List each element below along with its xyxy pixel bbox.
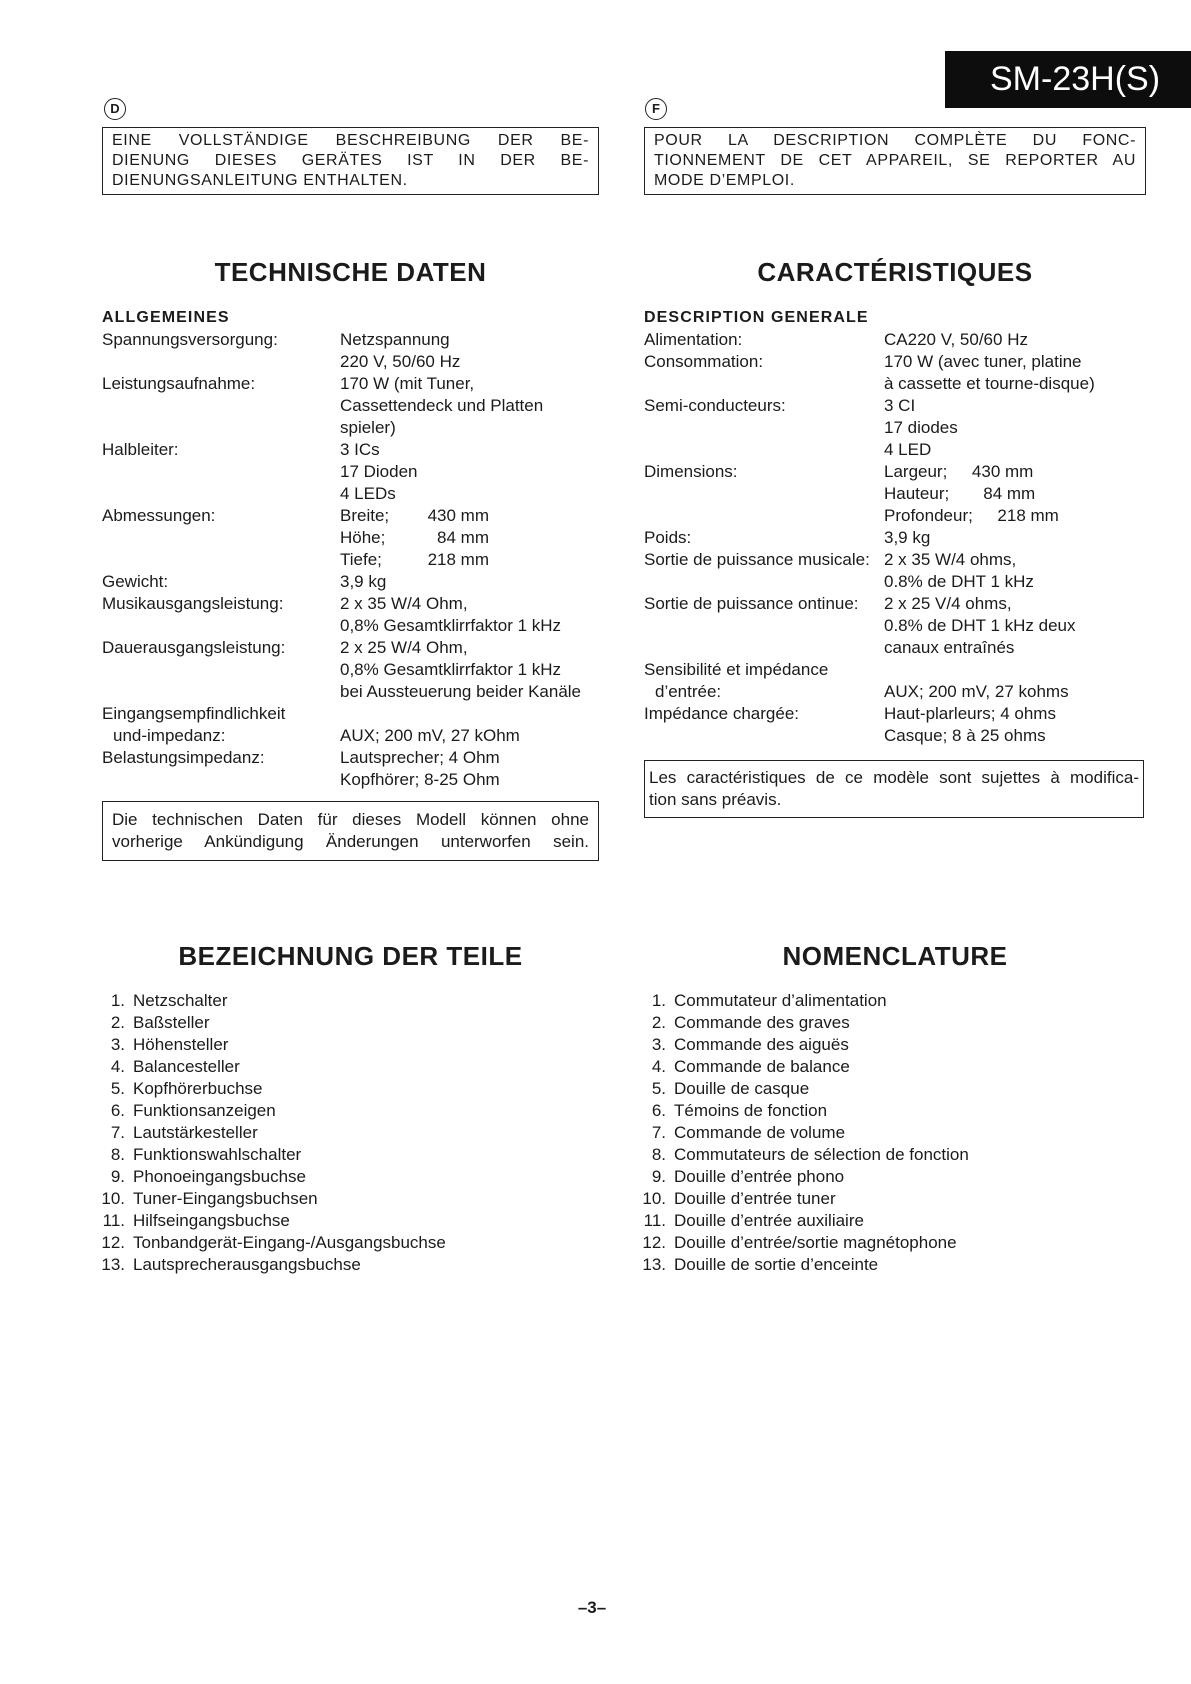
spec-value: Haut-plarleurs; 4 ohms: [884, 704, 1056, 723]
spec-label: d’entrée:: [655, 682, 722, 701]
spec-label: Musikausgangsleistung:: [102, 594, 284, 613]
spec-row: [102, 637, 599, 659]
spec-label: und-impedanz:: [113, 726, 226, 745]
item-number: 5.: [651, 1079, 666, 1098]
spec-row: [102, 461, 599, 483]
notice-line: EINE VOLLSTÄNDIGE BESCHREIBUNG DER BE-: [112, 132, 589, 149]
spec-value-cell: [340, 681, 581, 703]
notice-box-de: [102, 127, 599, 195]
spec-value-cell: [884, 483, 1035, 505]
spec-value: spieler): [340, 418, 396, 437]
spec-row: [644, 483, 1146, 505]
item-number: 9.: [110, 1167, 125, 1186]
spec-label: Dimensions:: [644, 462, 738, 481]
spec-value-cell: [340, 571, 386, 593]
spec-value-cell: [884, 395, 915, 417]
spec-value-cell: [340, 461, 418, 483]
spec-value: Cassettendeck und Platten: [340, 396, 544, 415]
spec-title-de: TECHNISCHE DATEN: [214, 257, 487, 287]
spec-label: Consommation:: [644, 352, 764, 371]
item-number: 8.: [651, 1145, 666, 1164]
spec-value: 3,9 kg: [884, 528, 931, 547]
item-number: 10.: [101, 1189, 125, 1208]
spec-row: [644, 373, 1146, 395]
spec-value-cell: [884, 351, 1082, 373]
spec-value-cell: [340, 351, 460, 373]
item-number: 4.: [110, 1057, 125, 1076]
spec-value: 220 V, 50/60 Hz: [340, 352, 461, 371]
spec-value-cell: [340, 769, 500, 791]
item-name: Balancesteller: [133, 1057, 240, 1076]
spec-value: 4 LEDs: [340, 484, 396, 503]
spec-row: [644, 725, 1146, 747]
item-name: Netzschalter: [133, 991, 228, 1010]
spec-row: [644, 615, 1146, 637]
notice-line: POUR LA DESCRIPTION COMPLÈTE DU FONC-: [654, 132, 1136, 149]
spec-value-cell: [884, 527, 930, 549]
parts-list-item: [95, 1078, 446, 1100]
spec-row: [644, 637, 1146, 659]
spec-row: [644, 659, 1146, 681]
spec-label: [644, 417, 884, 439]
item-name: Lautsprecherausgangsbuchse: [133, 1255, 361, 1274]
parts-list-de: [95, 990, 446, 1276]
spec-label: [102, 395, 340, 417]
parts-list-item: [636, 1056, 969, 1078]
parts-list-item: [636, 1254, 969, 1276]
spec-label: [102, 681, 340, 703]
spec-value: 3 ICs: [340, 440, 380, 459]
spec-row: [644, 527, 1146, 549]
spec-label: Leistungsaufnahme:: [102, 374, 256, 393]
disclaimer-line: Die technischen Daten für dieses Modell können ohne: [112, 810, 589, 829]
spec-value: 170 W (mit Tuner,: [340, 374, 475, 393]
item-number: 8.: [110, 1145, 125, 1164]
item-name: Tuner-Eingangsbuchsen: [133, 1189, 318, 1208]
spec-value: bei Aussteuerung beider Kanäle: [340, 682, 582, 701]
spec-row: [644, 681, 1146, 703]
spec-label: Sensibilité et impédance: [644, 660, 829, 679]
parts-list-fr: [636, 990, 969, 1276]
notice-box-fr: [644, 127, 1146, 195]
notice-line: DIENUNGSANLEITUNG ENTHALTEN.: [112, 172, 408, 189]
item-number: 2.: [651, 1013, 666, 1032]
item-number: 13.: [101, 1255, 125, 1274]
spec-row: [102, 571, 599, 593]
spec-amount: 430 mm: [971, 462, 1034, 481]
parts-title-fr: NOMENCLATURE: [782, 941, 1008, 971]
spec-value: Netzspannung: [340, 330, 450, 349]
parts-list-item: [636, 1166, 969, 1188]
spec-value: canaux entraînés: [884, 638, 1015, 657]
spec-value-cell: [884, 681, 1069, 703]
spec-row: [644, 351, 1146, 373]
spec-row: [644, 395, 1146, 417]
parts-list-item: [95, 1100, 446, 1122]
disclaimer-box-de: [102, 801, 599, 861]
item-name: Commande des graves: [674, 1013, 850, 1032]
item-name: Baßsteller: [133, 1013, 210, 1032]
spec-label: Abmessungen:: [102, 506, 216, 525]
parts-list-item: [95, 1144, 446, 1166]
parts-list-item: [636, 1012, 969, 1034]
spec-row: [102, 417, 599, 439]
spec-row: [102, 549, 599, 571]
spec-row: [102, 527, 599, 549]
spec-row: [644, 505, 1146, 527]
spec-value-cell: [884, 329, 1028, 351]
spec-value: 3,9 kg: [340, 572, 387, 591]
spec-label: [644, 571, 884, 593]
spec-value-cell: [884, 461, 1033, 483]
item-name: Hilfseingangsbuchse: [133, 1211, 290, 1230]
item-name: Kopfhörerbuchse: [133, 1079, 263, 1098]
spec-value-cell: [340, 527, 489, 549]
item-number: 3.: [110, 1035, 125, 1054]
item-name: Commutateurs de sélection de fonction: [674, 1145, 969, 1164]
parts-title-de: BEZEICHNUNG DER TEILE: [178, 941, 523, 971]
disclaimer-box-fr: [644, 760, 1144, 818]
item-number: 12.: [101, 1233, 125, 1252]
parts-list-item: [95, 1056, 446, 1078]
model-number: SM-23H(S): [990, 60, 1161, 98]
spec-value: 0,8% Gesamtklirrfaktor 1 kHz: [340, 660, 562, 679]
spec-row: [644, 439, 1146, 461]
item-name: Lautstärkesteller: [133, 1123, 258, 1142]
spec-value-cell: [884, 549, 1016, 571]
spec-value: 17 diodes: [884, 418, 958, 437]
spec-label: [644, 505, 884, 527]
item-number: 2.: [110, 1013, 125, 1032]
spec-row: [644, 571, 1146, 593]
spec-value-cell: [340, 593, 468, 615]
parts-list-item: [95, 1012, 446, 1034]
parts-list-item: [95, 1232, 446, 1254]
item-number: 7.: [110, 1123, 125, 1142]
spec-row: [102, 395, 599, 417]
spec-value: 2 x 25 V/4 ohms,: [884, 594, 1012, 613]
spec-value: 17 Dioden: [340, 462, 418, 481]
parts-list-item: [95, 1210, 446, 1232]
spec-row: [102, 593, 599, 615]
notice-line: MODE D’EMPLOI.: [654, 172, 795, 189]
spec-value-cell: [884, 593, 1012, 615]
spec-label: [102, 351, 340, 373]
item-name: Douille de casque: [674, 1079, 810, 1098]
parts-list-item: [636, 1232, 969, 1254]
spec-row: [644, 549, 1146, 571]
spec-label: Semi-conducteurs:: [644, 396, 786, 415]
item-name: Tonbandgerät-Eingang-/Ausgangsbuchse: [133, 1233, 446, 1252]
spec-value: à cassette et tourne-disque): [884, 374, 1095, 393]
item-number: 6.: [651, 1101, 666, 1120]
spec-value: Lautsprecher; 4 Ohm: [340, 748, 500, 767]
spec-value-cell: [884, 725, 1046, 747]
spec-row: [644, 461, 1146, 483]
spec-table-de: [102, 307, 599, 791]
disclaimer-line: tion sans préavis.: [649, 790, 782, 809]
spec-value: CA220 V, 50/60 Hz: [884, 330, 1028, 349]
spec-row: [644, 417, 1146, 439]
spec-rows: [644, 329, 1146, 747]
spec-label: [102, 461, 340, 483]
spec-value: 170 W (avec tuner, platine: [884, 352, 1082, 371]
spec-label: Eingangsempfindlichkeit: [102, 704, 286, 723]
parts-list-item: [636, 1078, 969, 1100]
spec-label: [644, 373, 884, 395]
spec-row: [102, 659, 599, 681]
parts-list-item: [95, 1034, 446, 1056]
spec-row: [644, 593, 1146, 615]
item-number: 3.: [651, 1035, 666, 1054]
spec-label: Poids:: [644, 528, 692, 547]
spec-value-cell: [884, 439, 931, 461]
item-number: 12.: [642, 1233, 666, 1252]
spec-value-cell: [340, 483, 396, 505]
spec-label: Spannungsversorgung:: [102, 330, 278, 349]
spec-label: [102, 549, 340, 571]
spec-value: Largeur;: [884, 462, 948, 481]
spec-row: [102, 769, 599, 791]
spec-table-fr: [644, 307, 1146, 747]
spec-label: [102, 527, 340, 549]
spec-label: [644, 483, 884, 505]
spec-value: Casque; 8 à 25 ohms: [884, 726, 1046, 745]
spec-row: [102, 483, 599, 505]
spec-row: [102, 329, 599, 351]
spec-value-cell: [340, 747, 500, 769]
spec-label: Gewicht:: [102, 572, 169, 591]
parts-list-item: [636, 1144, 969, 1166]
disclaimer-line: vorherige Ankündigung Änderungen unterworfen sein.: [112, 832, 589, 851]
item-number: 13.: [642, 1255, 666, 1274]
spec-title-fr: CARACTÉRISTIQUES: [757, 257, 1033, 287]
spec-value-cell: [340, 615, 561, 637]
spec-value: Kopfhörer; 8-25 Ohm: [340, 770, 500, 789]
item-number: 1.: [651, 991, 666, 1010]
parts-list-item: [95, 1188, 446, 1210]
parts-list-item: [636, 990, 969, 1012]
parts-list-item: [636, 1034, 969, 1056]
language-mark-fr: F: [645, 98, 667, 120]
spec-value-cell: [340, 439, 380, 461]
spec-row: [102, 681, 599, 703]
item-name: Funktionsanzeigen: [133, 1101, 276, 1120]
spec-label: Belastungsimpedanz:: [102, 748, 265, 767]
spec-value-cell: [884, 417, 958, 439]
spec-label: [102, 483, 340, 505]
spec-row: [644, 703, 1146, 725]
spec-label: [102, 417, 340, 439]
parts-list-item: [636, 1188, 969, 1210]
item-name: Douille d’entrée tuner: [674, 1189, 836, 1208]
item-name: Höhensteller: [133, 1035, 229, 1054]
spec-value: 2 x 35 W/4 Ohm,: [340, 594, 468, 613]
spec-label: [644, 439, 884, 461]
item-name: Douille d’entrée phono: [674, 1167, 845, 1186]
item-name: Commande de volume: [674, 1123, 846, 1142]
parts-list-item: [636, 1210, 969, 1232]
page-number: –3–: [577, 1598, 607, 1617]
spec-value-cell: [340, 725, 520, 747]
spec-row: [102, 373, 599, 395]
item-number: 5.: [110, 1079, 125, 1098]
spec-amount: 218 mm: [427, 550, 489, 569]
item-name: Commande des aiguës: [674, 1035, 849, 1054]
spec-value: Breite;: [340, 506, 390, 525]
parts-list-item: [636, 1122, 969, 1144]
item-number: 9.: [651, 1167, 666, 1186]
item-name: Douille d’entrée/sortie magnétophone: [674, 1233, 957, 1252]
item-name: Commande de balance: [674, 1057, 850, 1076]
item-number: 7.: [651, 1123, 666, 1142]
spec-value-cell: [340, 329, 450, 351]
spec-row: [102, 703, 599, 725]
language-mark-de: D: [104, 98, 126, 120]
spec-value: 4 LED: [884, 440, 932, 459]
item-number: 11.: [102, 1211, 125, 1230]
parts-list-item: [95, 1166, 446, 1188]
spec-value: 0.8% de DHT 1 kHz deux: [884, 616, 1076, 635]
spec-amount: 218 mm: [997, 506, 1059, 525]
spec-value-cell: [884, 571, 1034, 593]
spec-value: Profondeur;: [884, 506, 973, 525]
parts-list-item: [95, 1122, 446, 1144]
item-name: Douille d’entrée auxiliaire: [674, 1211, 864, 1230]
spec-value-cell: [340, 505, 489, 527]
item-number: 6.: [110, 1101, 125, 1120]
spec-row: [644, 329, 1146, 351]
spec-value: 2 x 35 W/4 ohms,: [884, 550, 1017, 569]
parts-list-item: [636, 1100, 969, 1122]
notice-line: DIENUNG DIESES GERÄTES IST IN DER BE-: [112, 152, 589, 169]
spec-label: [102, 769, 340, 791]
spec-label: [644, 637, 884, 659]
spec-value: AUX; 200 mV, 27 kohms: [884, 682, 1069, 701]
spec-label: Halbleiter:: [102, 440, 179, 459]
spec-value-cell: [340, 549, 489, 571]
spec-rows: [102, 329, 599, 791]
spec-value-cell: [884, 505, 1059, 527]
spec-value-cell: [884, 703, 1056, 725]
spec-value: 3 CI: [884, 396, 916, 415]
item-name: Phonoeingangsbuchse: [133, 1167, 306, 1186]
spec-value-cell: [884, 615, 1076, 637]
notice-line: TIONNEMENT DE CET APPAREIL, SE REPORTER AU: [654, 152, 1136, 169]
spec-amount: 430 mm: [427, 506, 489, 525]
spec-label: Impédance chargée:: [644, 704, 799, 723]
spec-row: [102, 747, 599, 769]
spec-label: [644, 615, 884, 637]
spec-label: [102, 615, 340, 637]
spec-value-cell: [340, 637, 468, 659]
spec-label: Alimentation:: [644, 330, 743, 349]
item-name: Funktionswahlschalter: [133, 1145, 302, 1164]
item-name: Douille de sortie d’enceinte: [674, 1255, 879, 1274]
spec-value-cell: [340, 373, 474, 395]
spec-amount: 84 mm: [437, 528, 489, 547]
spec-value: Höhe;: [340, 528, 386, 547]
item-number: 4.: [651, 1057, 666, 1076]
spec-value: 2 x 25 W/4 Ohm,: [340, 638, 468, 657]
spec-value: AUX; 200 mV, 27 kOhm: [340, 726, 520, 745]
disclaimer-line: Les caractéristiques de ce modèle sont sujettes à modifica-: [649, 768, 1139, 787]
parts-list-item: [95, 990, 446, 1012]
spec-label: [644, 725, 884, 747]
spec-value-cell: [340, 417, 396, 439]
item-name: Commutateur d’alimentation: [674, 991, 887, 1010]
spec-row: [102, 351, 599, 373]
spec-value: 0,8% Gesamtklirrfaktor 1 kHz: [340, 616, 562, 635]
spec-value: Hauteur;: [884, 484, 950, 503]
spec-row: [102, 505, 599, 527]
spec-group-title: DESCRIPTION GENERALE: [644, 309, 869, 326]
item-number: 1.: [110, 991, 125, 1010]
spec-value-cell: [340, 659, 561, 681]
spec-label: Sortie de puissance ontinue:: [644, 594, 859, 613]
parts-list-item: [95, 1254, 446, 1276]
spec-label: Dauerausgangsleistung:: [102, 638, 286, 657]
spec-value: 0.8% de DHT 1 kHz: [884, 572, 1034, 591]
spec-row: [102, 615, 599, 637]
item-number: 11.: [643, 1211, 666, 1230]
spec-value: Tiefe;: [340, 550, 382, 569]
spec-value-cell: [884, 373, 1095, 395]
spec-value-cell: [340, 395, 543, 417]
spec-row: [102, 725, 599, 747]
spec-label: [102, 659, 340, 681]
spec-value-cell: [884, 637, 1014, 659]
model-banner: [945, 51, 1191, 108]
item-name: Témoins de fonction: [674, 1101, 828, 1120]
spec-row: [102, 439, 599, 461]
item-number: 10.: [642, 1189, 666, 1208]
spec-label: Sortie de puissance musicale:: [644, 550, 870, 569]
spec-group-title: ALLGEMEINES: [102, 309, 230, 326]
spec-amount: 84 mm: [983, 484, 1036, 503]
